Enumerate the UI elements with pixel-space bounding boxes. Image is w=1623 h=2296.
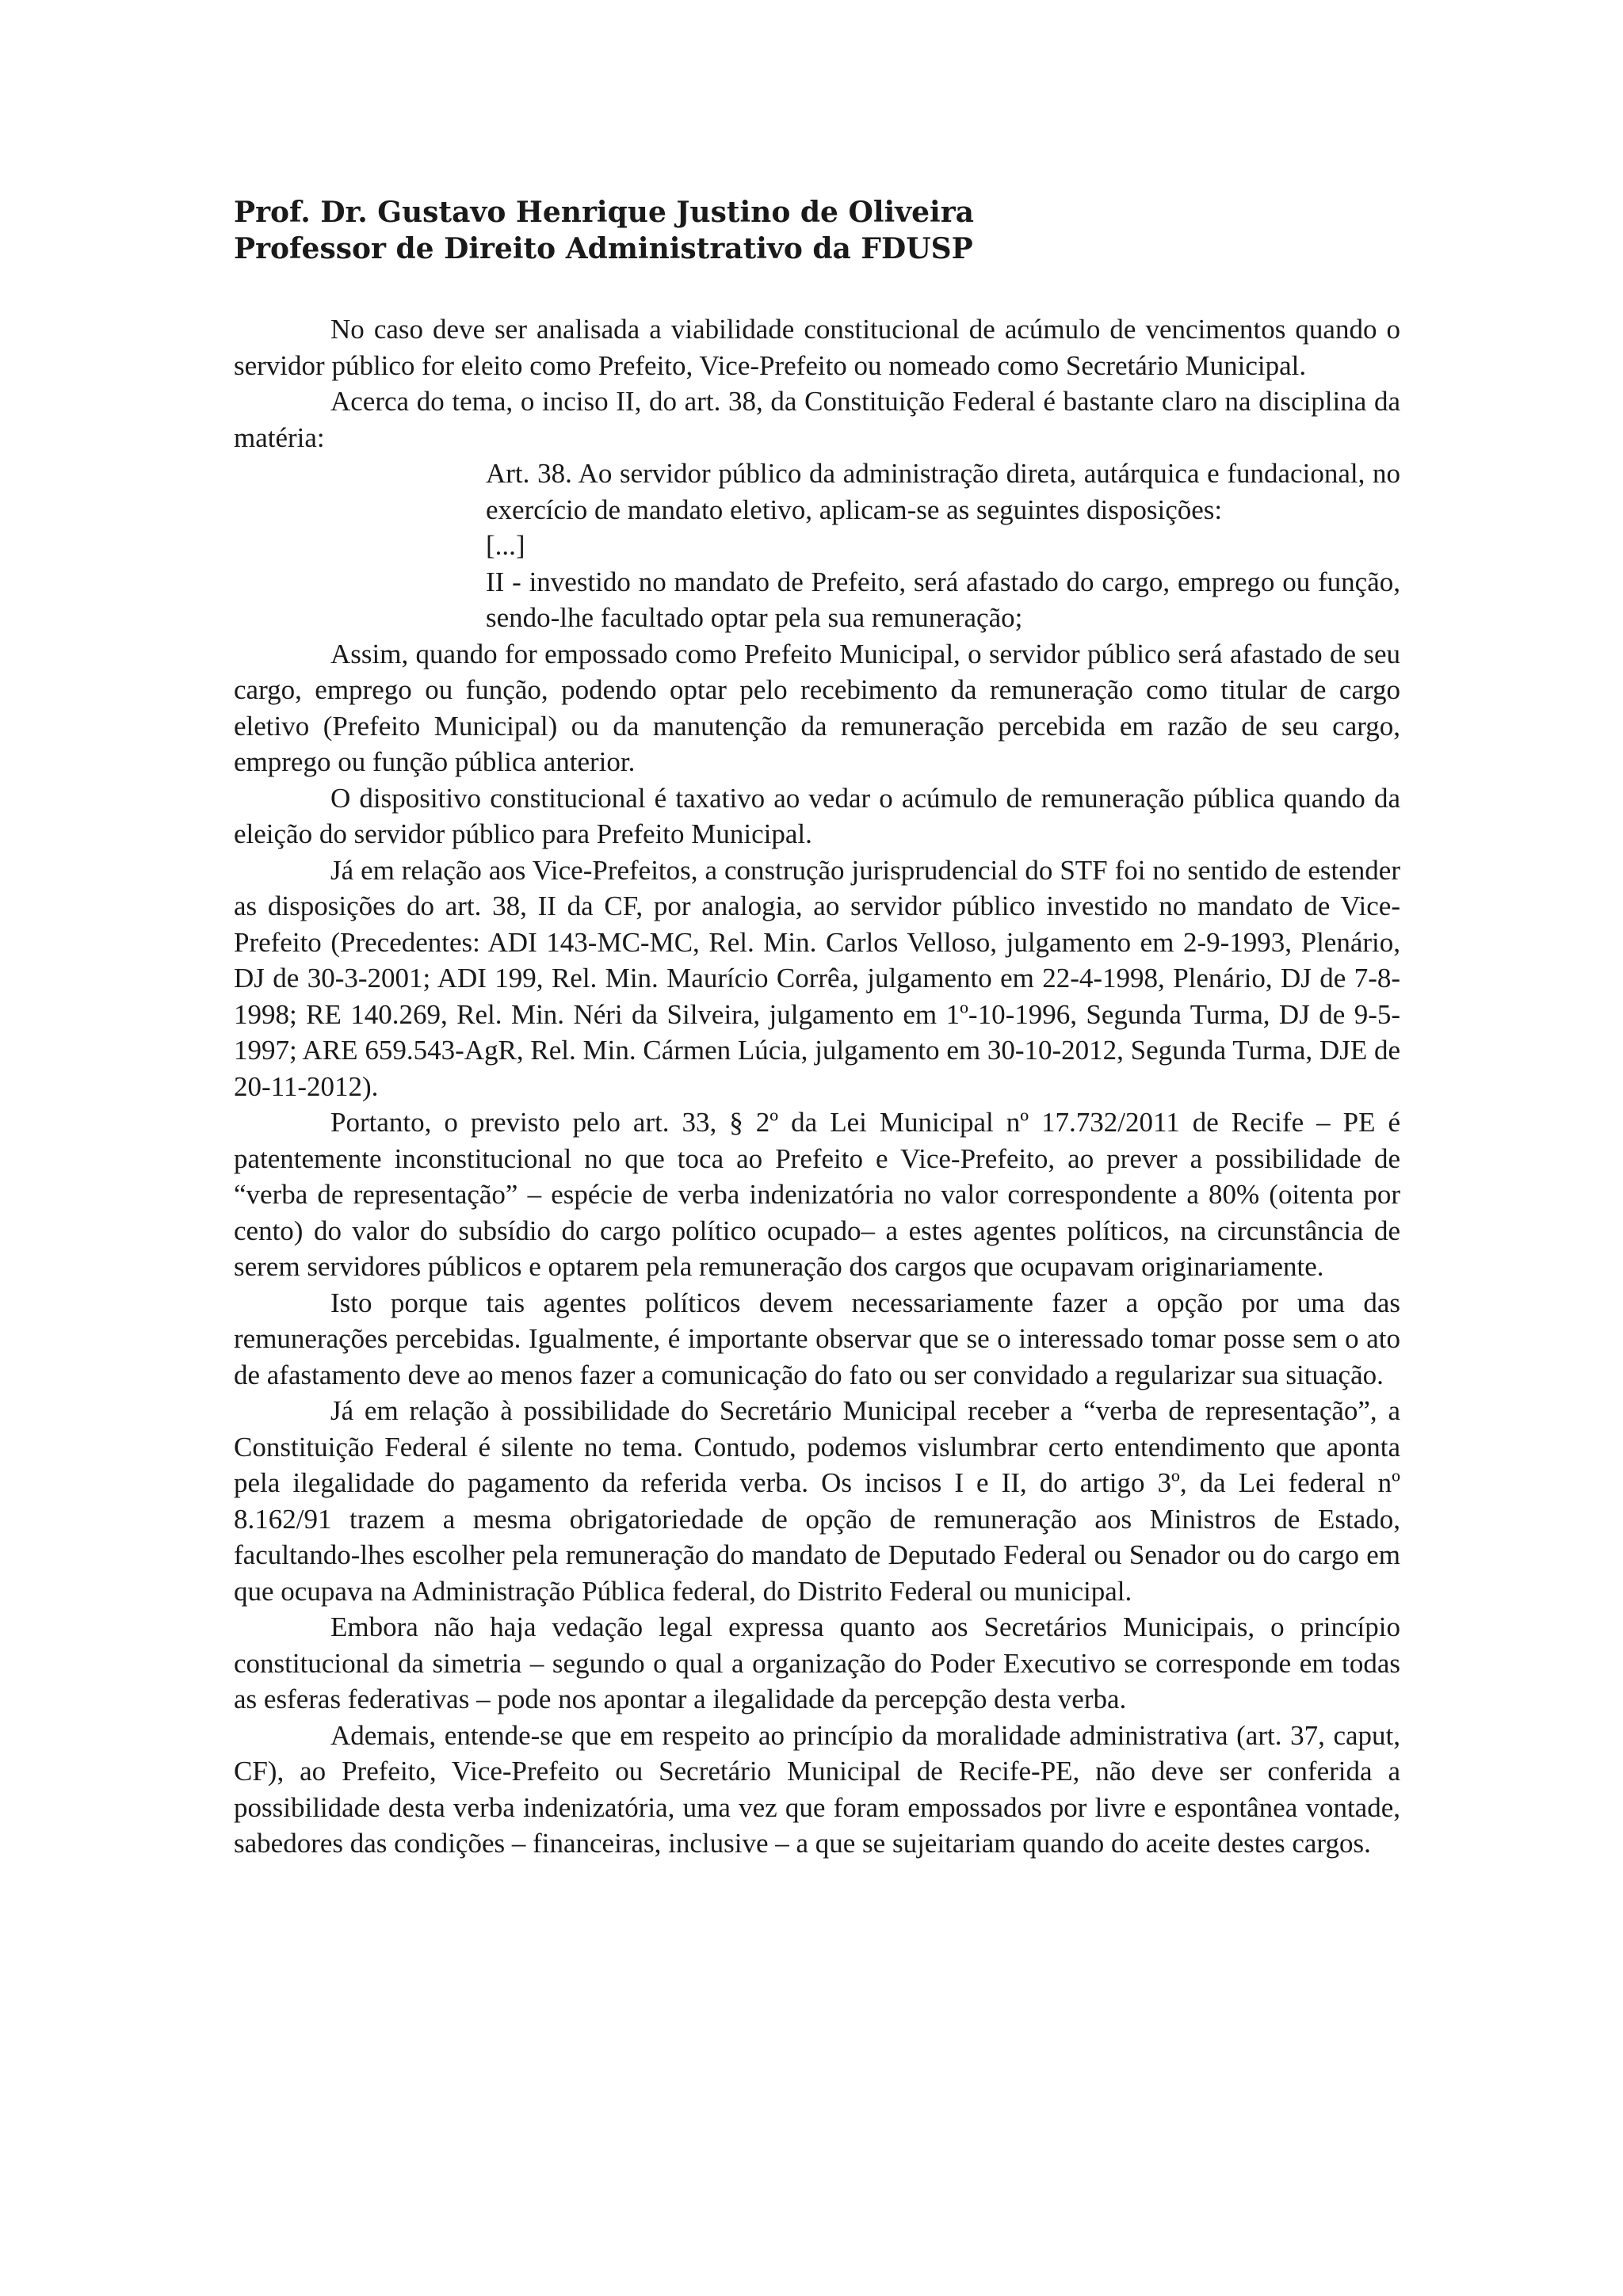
quote-line: Art. 38. Ao servidor público da administração direta, autárquica e fundacional, no exercício de mandato eletivo, aplicam-se as seguintes disposições: — [486, 458, 1400, 525]
paragraph: No caso deve ser analisada a viabilidade constitucional de acúmulo de vencimentos quando o servidor público for eleito como Prefeito, Vice-Prefeito ou nomeado como Secretário Municipal. — [234, 314, 1400, 381]
paragraph: Embora não haja vedação legal expressa quanto aos Secretários Municipais, o princípio constitucional da simetria – segundo o qual a organização do Poder Executivo se corresponde em todas as esferas federativas – pode nos apontar a ilegalidade da percepção desta verba. — [234, 1611, 1400, 1714]
paragraph: Acerca do tema, o inciso II, do art. 38, da Constituição Federal é bastante claro na disciplina da matéria: — [234, 386, 1400, 453]
quote-line: II - investido no mandato de Prefeito, será afastado do cargo, emprego ou função, sendo-lhe facultado optar pela sua remuneração; — [486, 566, 1400, 633]
paragraph: Assim, quando for empossado como Prefeito Municipal, o servidor público será afastado de seu cargo, emprego ou função, podendo optar pelo recebimento da remuneração como titular de cargo eletivo (Prefeito Municipal) ou da manutenção da remuneração percebida em razão de seu cargo, emprego ou função pública anterior. — [234, 638, 1400, 777]
document-body — [234, 311, 1400, 1862]
paragraph: Isto porque tais agentes políticos devem necessariamente fazer a opção por uma das remunerações percebidas. Igualmente, é importante observar que se o interessado tomar posse sem o ato de afastamento deve ao menos fazer a comunicação do fato ou ser convidado a regularizar sua situação. — [234, 1287, 1400, 1390]
paragraph: Já em relação à possibilidade do Secretário Municipal receber a “verba de representação”, a Constituição Federal é silente no tema. Contudo, podemos vislumbrar certo entendimento que aponta pela ilegalidade do pagamento da referida verba. Os incisos I e II, do artigo 3º, da Lei federal nº 8.162/91 trazem a mesma obrigatoriedade de opção de remuneração aos Ministros de Estado, facultando-lhes escolher pela remuneração do mandato de Deputado Federal ou Senador ou do cargo em que ocupava na Administração Pública federal, do Distrito Federal ou municipal. — [234, 1395, 1400, 1607]
document-header — [234, 194, 1400, 267]
author-role: Professor de Direito Administrativo da FDUSP — [234, 232, 973, 265]
paragraph: O dispositivo constitucional é taxativo ao vedar o acúmulo de remuneração pública quando da eleição do servidor público para Prefeito Municipal. — [234, 782, 1400, 849]
author-name: Prof. Dr. Gustavo Henrique Justino de Oliveira — [234, 196, 974, 229]
block-quote — [486, 456, 1400, 636]
paragraph: Ademais, entende-se que em respeito ao princípio da moralidade administrativa (art. 37, caput, CF), ao Prefeito, Vice-Prefeito ou Secretário Municipal de Recife-PE, não deve ser conferida a possibilidade desta verba indenizatória, uma vez que foram empossados por livre e espontânea vontade, sabedores das condições – financeiras, inclusive – a que se sujeitariam quando do aceite destes cargos. — [234, 1719, 1400, 1859]
quote-ellipsis: [...] — [486, 530, 525, 561]
document-page — [234, 194, 1400, 1862]
paragraph: Portanto, o previsto pelo art. 33, § 2º da Lei Municipal nº 17.732/2011 de Recife – PE é patentemente inconstitucional no que toca ao Prefeito e Vice-Prefeito, ao prever a possibilidade de “verba de representação” – espécie de verba indenizatória no valor correspondente a 80% (oitenta por cento) do valor do subsídio do cargo político ocupado– a estes agentes políticos, na circunstância de serem servidores públicos e optarem pela remuneração dos cargos que ocupavam originariamente. — [234, 1107, 1400, 1282]
paragraph: Já em relação aos Vice-Prefeitos, a construção jurisprudencial do STF foi no sentido de estender as disposições do art. 38, II da CF, por analogia, ao servidor público investido no mandato de Vice-Prefeito (Precedentes: ADI 143-MC-MC, Rel. Min. Carlos Velloso, julgamento em 2-9-1993, Plenário, DJ de 30-3-2001; ADI 199, Rel. Min. Maurício Corrêa, julgamento em 22-4-1998, Plenário, DJ de 7-8-1998; RE 140.269, Rel. Min. Néri da Silveira, julgamento em 1º-10-1996, Segunda Turma, DJ de 9-5-1997; ARE 659.543-AgR, Rel. Min. Cármen Lúcia, julgamento em 30-10-2012, Segunda Turma, DJE de 20-11-2012). — [234, 854, 1400, 1102]
